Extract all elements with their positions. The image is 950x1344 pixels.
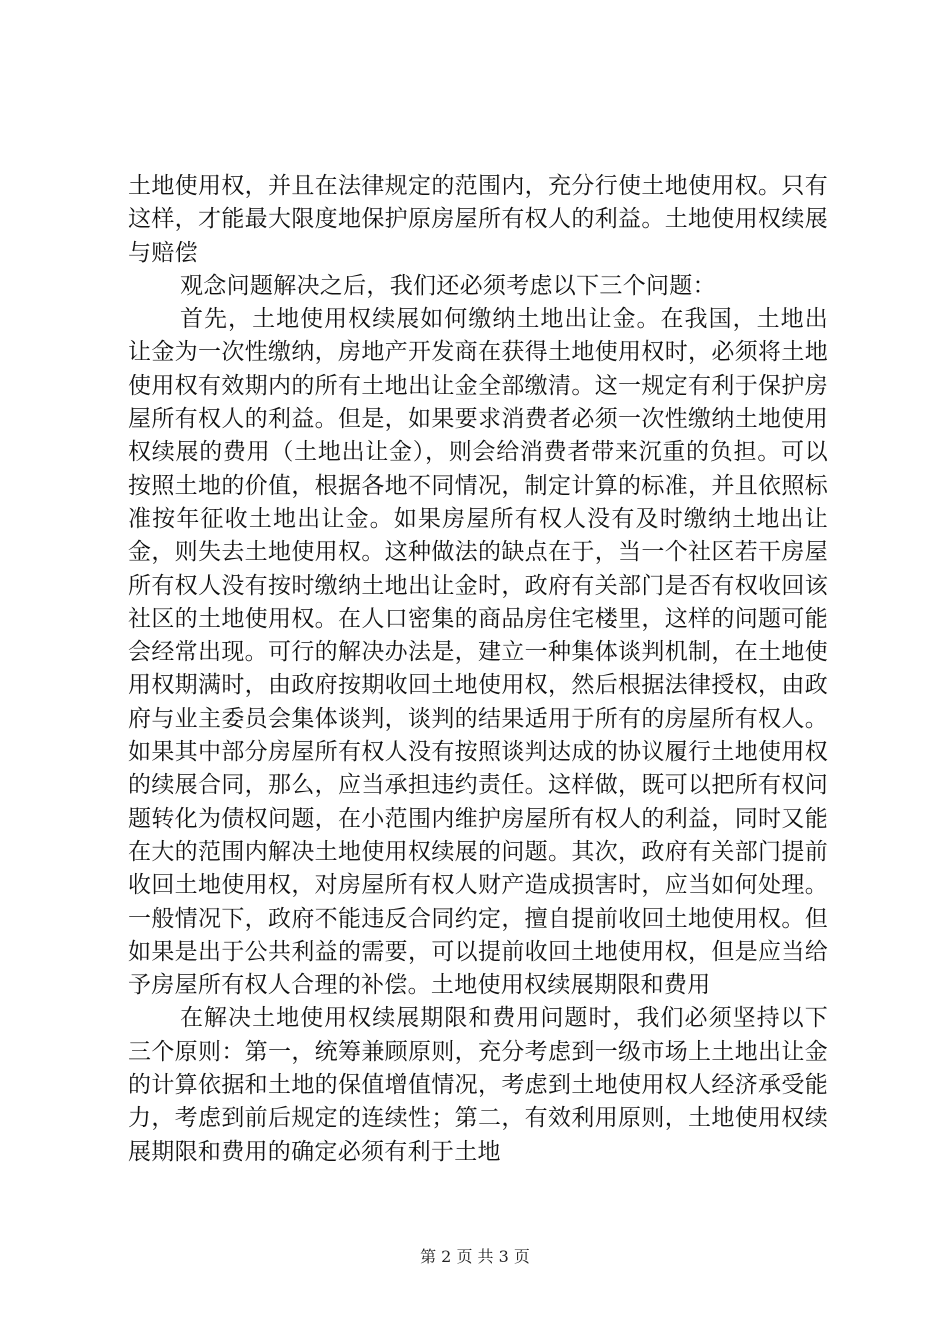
paragraph: 观念问题解决之后，我们还必须考虑以下三个问题： (180, 272, 716, 299)
paragraph: 土地使用权，并且在法律规定的范围内，充分行使土地使用权。只有这样，才能最大限度地保护原房屋所有权人的利益。土地使用权续展与赔偿 (128, 173, 828, 266)
document-body (128, 170, 828, 1169)
paragraph: 在解决土地使用权续展期限和费用问题时，我们必须坚持以下三个原则：第一，统筹兼顾原则，充分考虑到一级市场上土地出让金的计算依据和土地的保值增值情况，考虑到土地使用权人经济承受能力，考虑到前后规定的连续性；第二，有效利用原则，土地使用权续展期限和费用的确定必须有利于土地 (128, 1005, 828, 1165)
page-number-footer: 第 2 页 共 3 页 (420, 1247, 530, 1266)
paragraph: 首先，土地使用权续展如何缴纳土地出让金。在我国，土地出让金为一次性缴纳，房地产开发商在获得土地使用权时，必须将土地使用权有效期内的所有土地出让金全部缴清。这一规定有利于保护房屋所有权人的利益。但是，如果要求消费者必须一次性缴纳土地使用权续展的费用（土地出让金），则会给消费者带来沉重的负担。可以按照土地的价值，根据各地不同情况，制定计算的标准，并且依照标准按年征收土地出让金。如果房屋所有权人没有及时缴纳土地出让金，则失去土地使用权。这种做法的缺点在于，当一个社区若干房屋所有权人没有按时缴纳土地出让金时，政府有关部门是否有权收回该社区的土地使用权。在人口密集的商品房住宅楼里，这样的问题可能会经常出现。可行的解决办法是，建立一种集体谈判机制，在土地使用权期满时，由政府按期收回土地使用权，然后根据法律授权，由政府与业主委员会集体谈判，谈判的结果适用于所有的房屋所有权人。如果其中部分房屋所有权人没有按照谈判达成的协议履行土地使用权的续展合同，那么，应当承担违约责任。这样做，既可以把所有权问题转化为债权问题，在小范围内维护房屋所有权人的利益，同时又能在大的范围内解决土地使用权续展的问题。其次，政府有关部门提前收回土地使用权，对房屋所有权人财产造成损害时，应当如何处理。一般情况下，政府不能违反合同约定，擅自提前收回土地使用权。但如果是出于公共利益的需要，可以提前收回土地使用权，但是应当给予房屋所有权人合理的补偿。土地使用权续展期限和费用 (128, 306, 828, 999)
